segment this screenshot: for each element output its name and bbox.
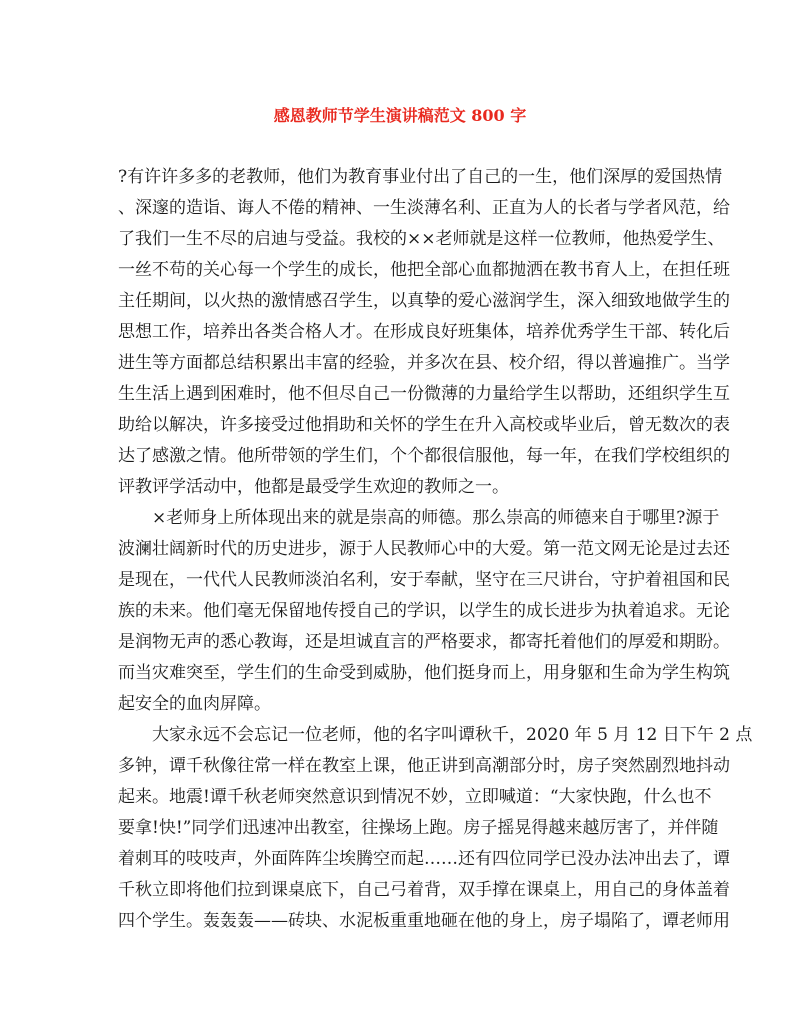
body-line: 族的未来。他们毫无保留地传授自己的学识，以学生的成长进步为执着追求。无论: [118, 601, 730, 621]
body-line: 而当灾难突至，学生们的生命受到威胁，他们挺身而上，用身躯和生命为学生构筑: [118, 663, 730, 683]
document-title: 感恩教师节学生演讲稿范文 800 字: [273, 106, 527, 125]
body-line: 生生活上遇到困难时，他不但尽自己一份微薄的力量给学生以帮助，还组织学生互: [118, 384, 730, 404]
document-body: [118, 162, 753, 937]
body-line: 大家永远不会忘记一位老师，他的名字叫谭秋千，2020 年 5 月 12 日下午 2 点: [152, 725, 753, 745]
body-line: 起安全的血肉屏障。: [118, 694, 271, 714]
body-line: 、深邃的造诣、诲人不倦的精神、一生淡薄名利、正直为人的长者与学者风范，给: [118, 198, 730, 218]
body-line: 是润物无声的悉心教诲，还是坦诚直言的严格要求，都寄托着他们的厚爱和期盼。: [118, 632, 730, 652]
body-line: 主任期间，以火热的激情感召学生，以真挚的爱心滋润学生，深入细致地做学生的: [118, 291, 730, 311]
body-line: 一丝不苟的关心每一个学生的成长，他把全部心血都抛洒在教书育人上，在担任班: [118, 260, 730, 280]
body-line: 了我们一生不尽的启迪与受益。我校的××老师就是这样一位教师，他热爱学生、: [118, 229, 725, 249]
body-line: 着刺耳的吱吱声，外面阵阵尘埃腾空而起……还有四位同学已没办法冲出去了，谭: [118, 849, 730, 869]
body-line: 评教评学活动中，他都是最受学生欢迎的教师之一。: [118, 477, 509, 497]
body-line: 思想工作，培养出各类合格人才。在形成良好班集体，培养优秀学生干部、转化后: [118, 322, 730, 342]
body-line: ?有许许多多的老教师，他们为教育事业付出了自己的一生，他们深厚的爱国热情: [118, 167, 723, 187]
body-line: 多钟，谭千秋像往常一样在教室上课，他正讲到高潮部分时，房子突然剧烈地抖动: [118, 756, 730, 776]
body-line: 要拿!快!”同学们迅速冲出教室，往操场上跑。房子摇晃得越来越厉害了，并伴随: [118, 818, 719, 838]
body-line: 是现在，一代代人民教师淡泊名利，安于奉献，坚守在三尺讲台，守护着祖国和民: [118, 570, 730, 590]
body-line: 进生等方面都总结积累出丰富的经验，并多次在县、校介绍，得以普遍推广。当学: [118, 353, 730, 373]
body-line: 千秋立即将他们拉到课桌底下，自己弓着背，双手撑在课桌上，用自己的身体盖着: [118, 880, 730, 900]
body-line: 助给以解决，许多接受过他捐助和关怀的学生在升入高校或毕业后，曾无数次的表: [118, 415, 730, 435]
body-line: 四个学生。轰轰轰——砖块、水泥板重重地砸在他的身上，房子塌陷了，谭老师用: [118, 911, 730, 931]
body-line: 波澜壮阔新时代的历史进步，源于人民教师心中的大爱。第一范文网无论是过去还: [118, 539, 730, 559]
body-line: ×老师身上所体现出来的就是崇高的师德。那么崇高的师德来自于哪里?源于: [152, 508, 720, 528]
body-line: 达了感激之情。他所带领的学生们，个个都很信服他，每一年，在我们学校组织的: [118, 446, 730, 466]
body-line: 起来。地震!谭千秋老师突然意识到情况不妙，立即喊道：“大家快跑，什么也不: [118, 787, 712, 807]
